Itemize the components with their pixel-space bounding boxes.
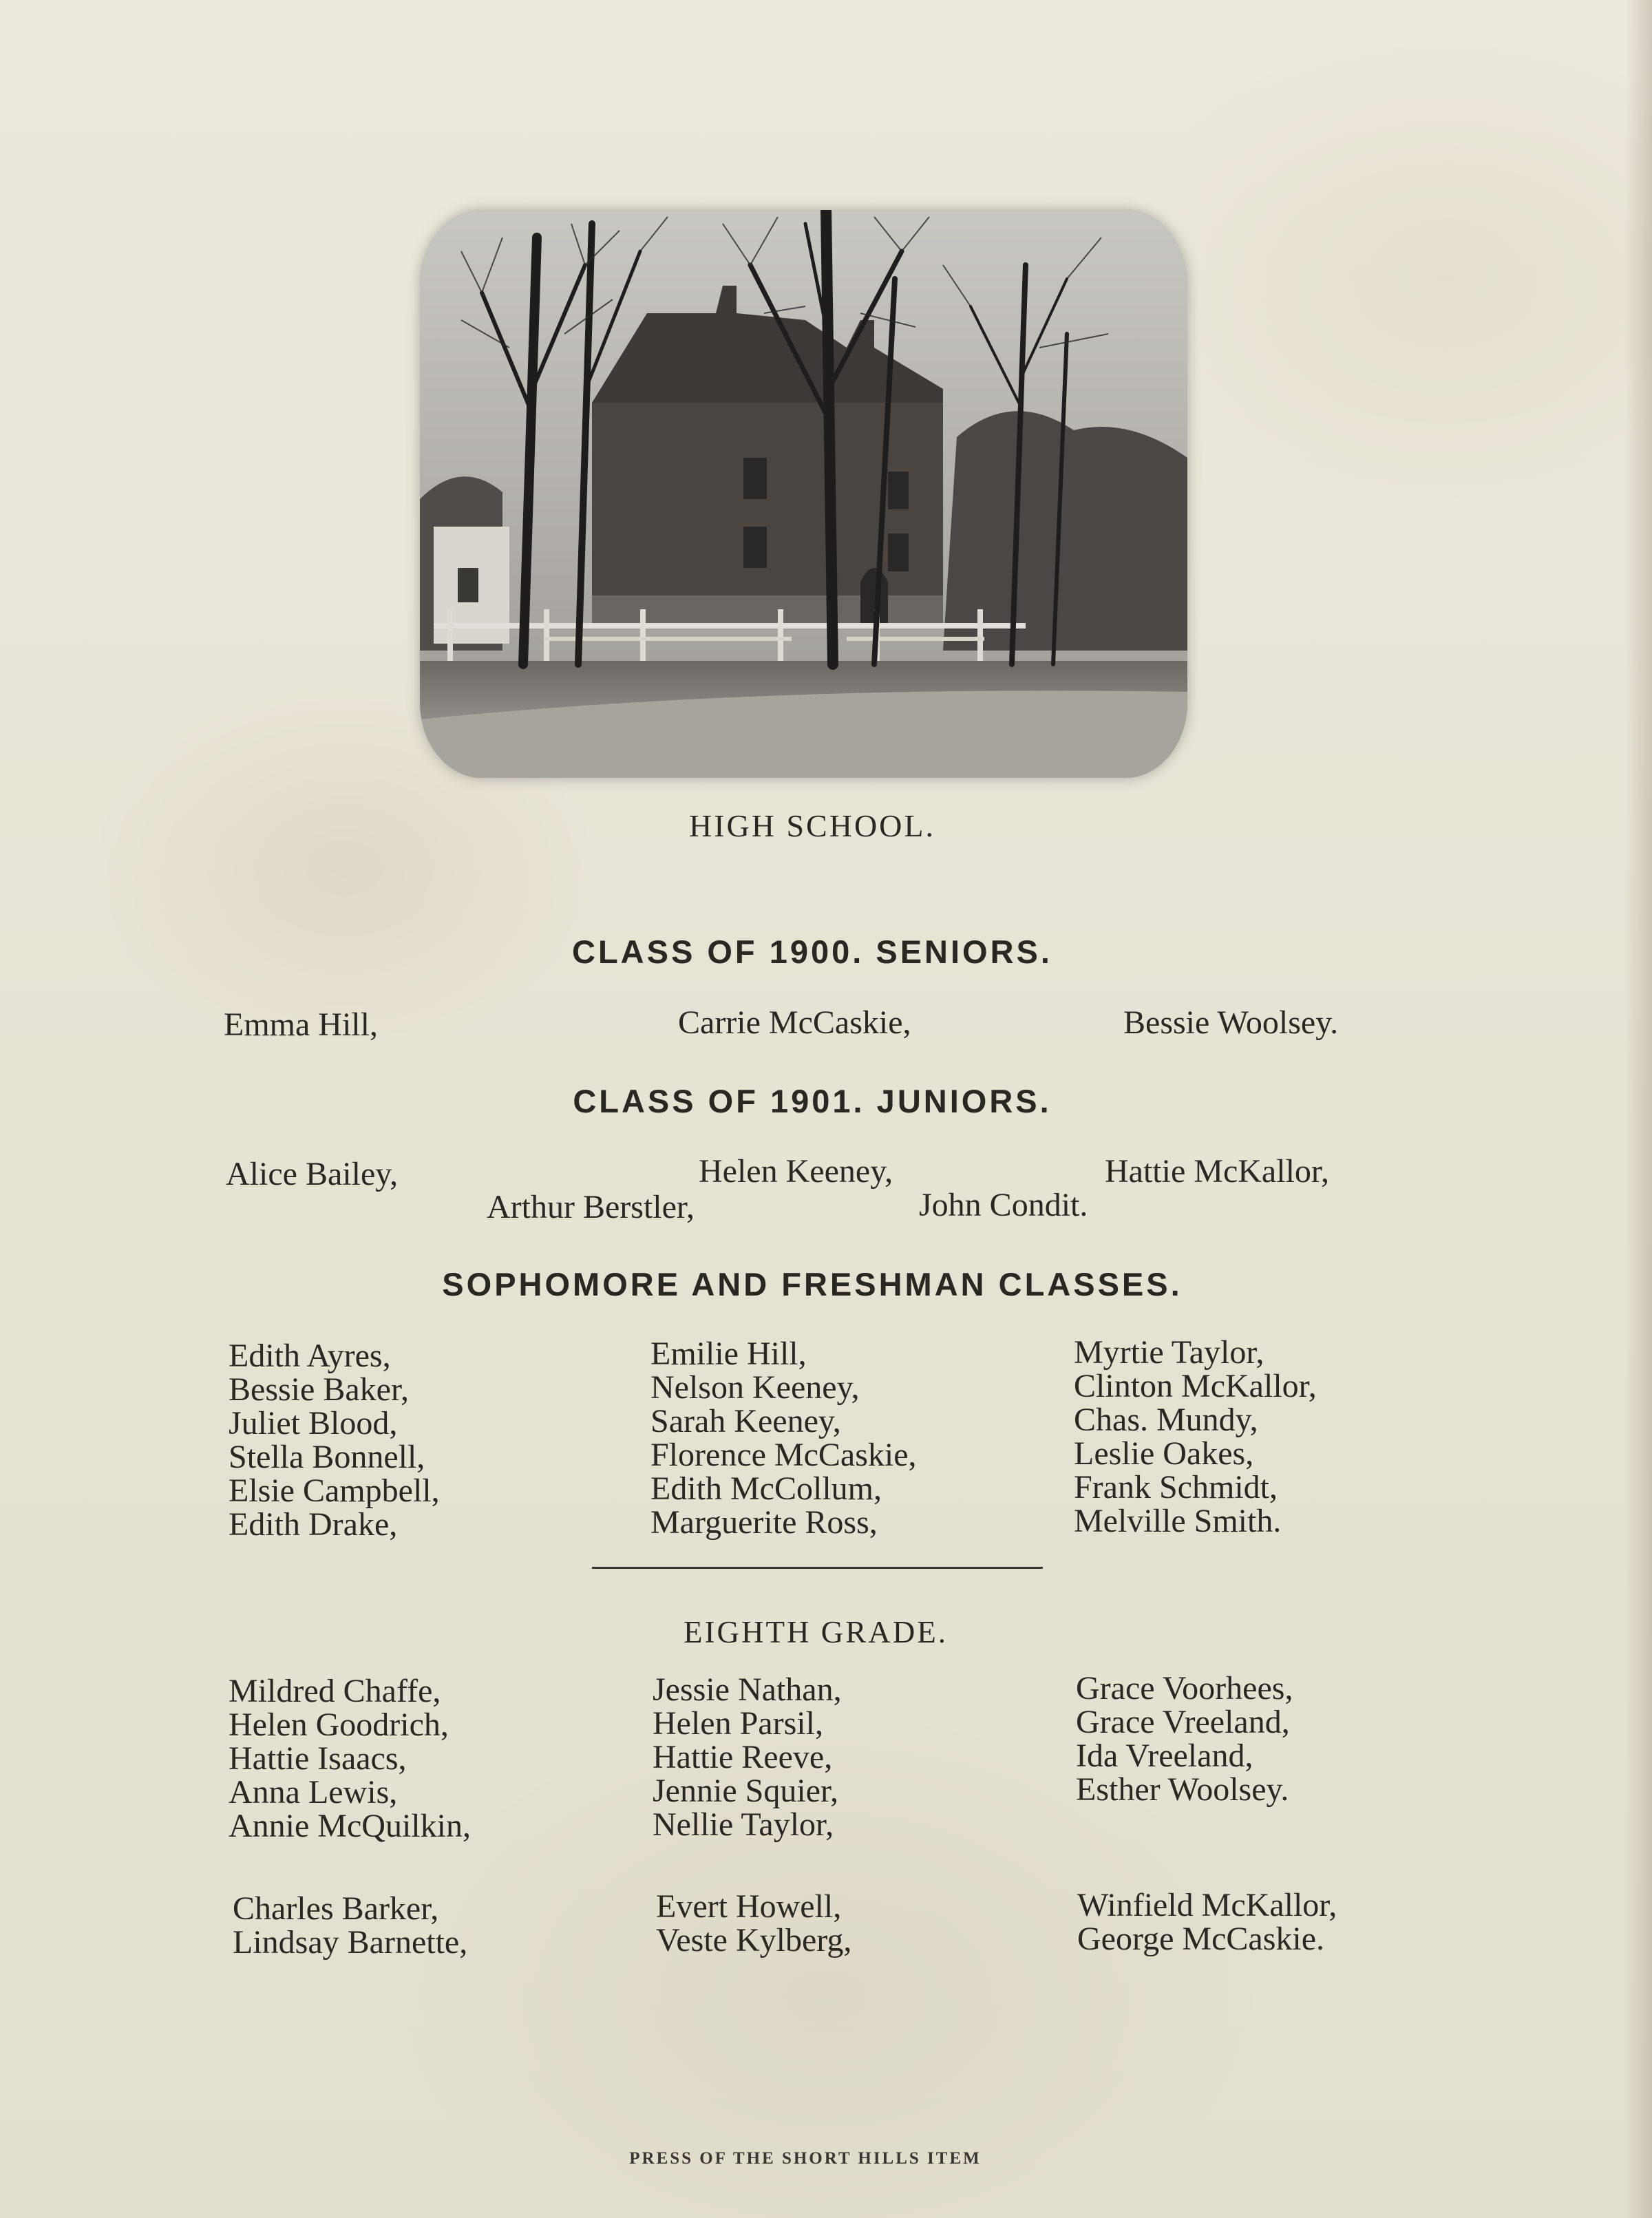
student-name: Chas. Mundy, (1074, 1402, 1258, 1438)
high-school-photo (420, 210, 1187, 778)
junior-name: John Condit. (919, 1187, 1088, 1223)
student-name: Florence McCaskie, (650, 1437, 917, 1473)
junior-name: Hattie McKallor, (1105, 1153, 1329, 1190)
student-name: Frank Schmidt, (1074, 1469, 1278, 1506)
junior-name: Helen Keeney, (699, 1153, 893, 1190)
soph-fresh-column-1 (229, 1339, 440, 1541)
student-name: Myrtie Taylor, (1074, 1334, 1264, 1371)
student-name: Hattie Reeve, (653, 1739, 833, 1775)
junior-name: Alice Bailey, (226, 1156, 399, 1192)
student-name: Jennie Squier, (653, 1773, 839, 1809)
student-name: Mildred Chaffe, (229, 1673, 441, 1709)
student-name: Charles Barker, (233, 1890, 439, 1927)
soph-fresh-column-2 (650, 1337, 917, 1539)
student-name: Helen Parsil, (653, 1705, 823, 1742)
soph-fresh-heading: SOPHOMORE AND FRESHMAN CLASSES. (442, 1266, 1183, 1302)
page-edge-shadow (1624, 0, 1652, 2218)
section-divider (592, 1567, 1043, 1569)
student-name: Jessie Nathan, (653, 1671, 842, 1708)
student-name: Evert Howell, (656, 1888, 842, 1925)
press-imprint: PRESS OF THE SHORT HILLS ITEM (629, 2149, 982, 2168)
student-name: Leslie Oakes, (1074, 1435, 1254, 1472)
senior-name: Bessie Woolsey. (1123, 1004, 1339, 1041)
student-name: Esther Woolsey. (1076, 1771, 1289, 1808)
student-name: Ida Vreeland, (1076, 1738, 1253, 1774)
student-name: Elsie Campbell, (229, 1472, 440, 1509)
student-name: Nellie Taylor, (653, 1806, 834, 1843)
eighth-grade-column-2 (653, 1673, 842, 1841)
eighth-grade-heading: EIGHTH GRADE. (684, 1615, 948, 1649)
student-name: Annie McQuilkin, (229, 1808, 471, 1844)
student-name: Anna Lewis, (229, 1774, 398, 1810)
senior-name: Carrie McCaskie, (678, 1004, 911, 1041)
eighth-grade-column-1 (229, 1674, 471, 1843)
student-name: Hattie Isaacs, (229, 1740, 407, 1777)
student-name: Stella Bonnell, (229, 1439, 425, 1475)
student-name: Emilie Hill, (650, 1335, 807, 1372)
student-name: Winfield McKallor, (1077, 1887, 1337, 1923)
student-name: Grace Voorhees, (1076, 1670, 1293, 1707)
student-name: Clinton McKallor, (1074, 1368, 1317, 1404)
student-name: Veste Kylberg, (656, 1922, 852, 1958)
student-name: Helen Goodrich, (229, 1707, 449, 1743)
eighth-grade-boys-column-1 (233, 1892, 467, 1959)
student-name: Grace Vreeland, (1076, 1704, 1290, 1740)
student-name: Sarah Keeney, (650, 1403, 841, 1439)
junior-name: Arthur Berstler, (487, 1189, 695, 1225)
photo-caption: HIGH SCHOOL. (689, 808, 935, 843)
student-name: Juliet Blood, (229, 1405, 398, 1441)
juniors-heading: CLASS OF 1901. JUNIORS. (573, 1083, 1052, 1119)
student-name: Edith McCollum, (650, 1470, 882, 1507)
eighth-grade-boys-column-2 (656, 1890, 851, 1957)
student-name: Lindsay Barnette, (233, 1924, 468, 1961)
soph-fresh-column-3 (1074, 1335, 1317, 1538)
eighth-grade-boys-column-3 (1077, 1888, 1337, 1956)
student-name: Edith Drake, (229, 1506, 398, 1543)
student-name: George McCaskie. (1077, 1921, 1325, 1957)
seniors-heading: CLASS OF 1900. SENIORS. (572, 933, 1052, 970)
student-name: Nelson Keeney, (650, 1369, 860, 1406)
eighth-grade-column-3 (1076, 1671, 1293, 1806)
student-name: Marguerite Ross, (650, 1504, 878, 1541)
senior-name: Emma Hill, (224, 1006, 378, 1043)
student-name: Edith Ayres, (229, 1338, 391, 1374)
student-name: Bessie Baker, (229, 1371, 410, 1408)
student-name: Melville Smith. (1074, 1503, 1282, 1539)
